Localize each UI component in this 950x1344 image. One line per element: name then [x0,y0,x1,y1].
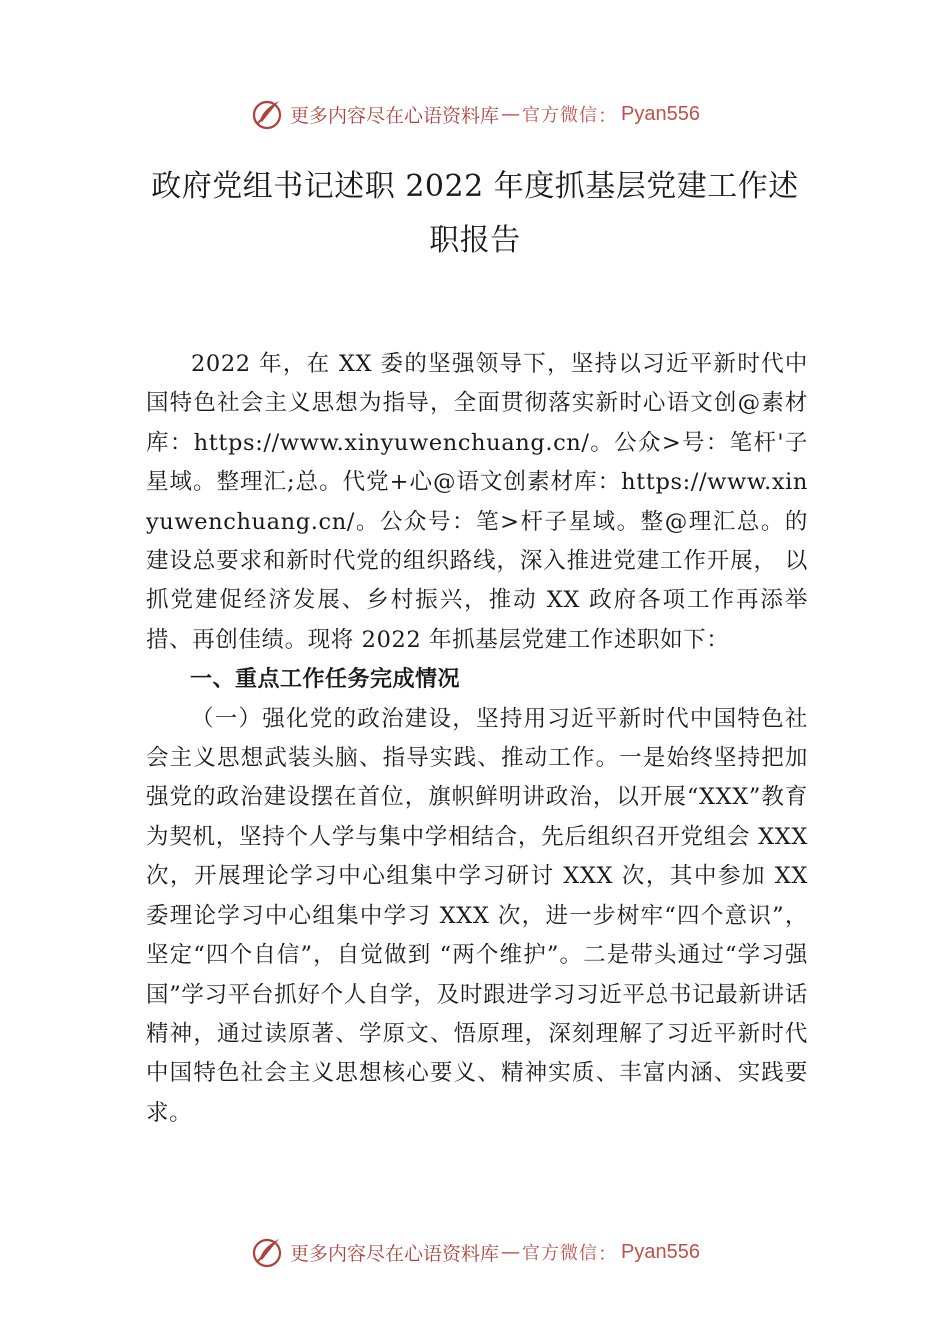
footer-watermark-banner [0,1232,950,1272]
paragraph-intro: 2022 年，在 XX 委的坚强领导下，坚持以习近平新时代中国特色社会主义思想为指导，全面贯彻落实新时心语文创@素材库：https://www.xinyuwenchuang.cn/。公众>号：笔杆'子星域。整理汇;总。代党+心@语文创素材库：https://www.xinyuwenchuang.cn/。公众号：笔>杆子星域。整@理汇总。的建设总要求和新时代党的组织路线，深入推进党建工作开展， 以抓党建促经济发展、乡村振兴，推动 XX 政府各项工作再添举措、再创佳绩。现将 2022 年抓基层党建工作述职如下： [146,351,808,653]
header-watermark-banner [0,94,950,134]
section-heading: 一、重点工作任务完成情况 [190,667,461,693]
banner-colon: ： [598,1242,618,1265]
banner-colon: ： [598,104,618,127]
brand-logo-icon [250,1234,286,1270]
wechat-label: 官方微信 [522,1243,599,1264]
document-title: 政府党组书记述职 2022 年度抓基层党建工作述职报告 [151,169,799,258]
banner-separator: — [501,1241,521,1263]
banner-text: 更多内容尽在心语资料库 [290,104,500,127]
banner-text: 更多内容尽在心语资料库 [290,1242,500,1265]
wechat-label: 官方微信 [522,105,599,126]
document-body [146,345,808,1133]
banner-separator: — [501,103,521,125]
paragraph-political-building: （一）强化党的政治建设，坚持用习近平新时代中国特色社会主义思想武装头脑、指导实践、推动工作。一是始终坚持把加强党的政治建设摆在首位，旗帜鲜明讲政治，以开展“XXX”教育为契机，坚持个人学与集中学相结合，先后组织召开党组会 XXX 次，开展理论学习中心组集中学习研讨 XXX 次，其中参加 XX 委理论学习中心组集中学习 XXX 次，进一步树牢“四个意识”，坚定“四个自信”，自觉做到 “两个维护”。二是带头通过“学习强国”学习平台抓好个人自学，及时跟进学习习近平总书记最新讲话精神，通过读原著、学原文、悟原理，深刻理解了习近平新时代中国特色社会主义思想核心要义、精神实质、丰富内涵、实践要求。 [146,705,808,1126]
wechat-id: Pyan556 [621,1240,700,1263]
brand-logo-icon [250,96,286,132]
wechat-id: Pyan556 [621,102,700,125]
